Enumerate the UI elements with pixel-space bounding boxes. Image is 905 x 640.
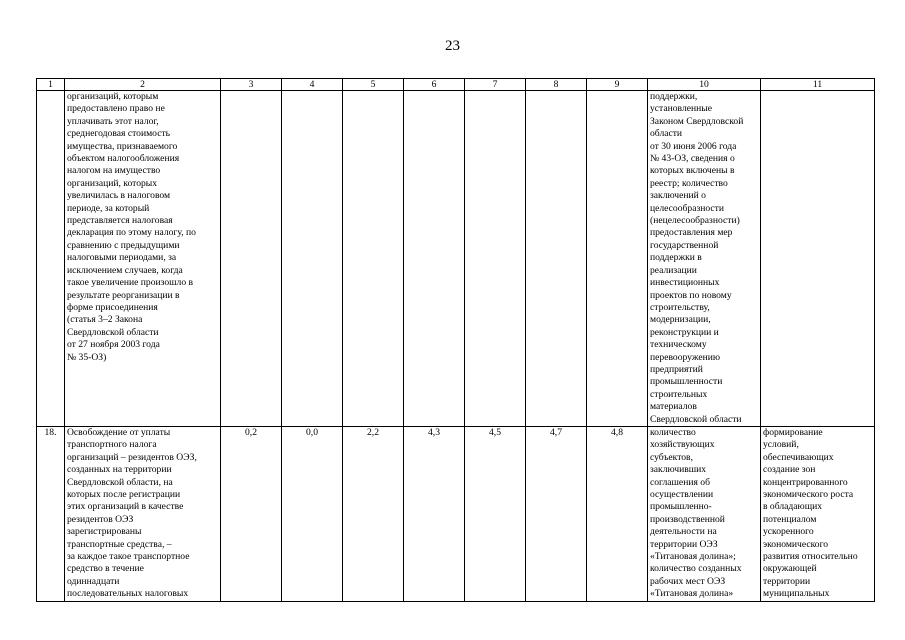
column-header: 8	[526, 79, 587, 91]
value-cell	[404, 91, 465, 427]
value-cell: 4,3	[404, 426, 465, 601]
row-goal	[761, 91, 875, 427]
value-cell	[343, 91, 404, 427]
column-header: 7	[465, 79, 526, 91]
page-number: 23	[445, 38, 460, 54]
column-header: 2	[65, 79, 221, 91]
row-description	[65, 426, 221, 601]
indicator-text: количество хозяйствующих субъектов, заключивших соглашения об осуществлении промышленно- производственной деятельности на территории ОЭЗ «Титановая долина»; количество созданных рабочих мест ОЭЗ «Титановая долина»	[650, 426, 742, 600]
value-cell	[526, 91, 587, 427]
column-header: 10	[648, 79, 761, 91]
table-row	[37, 91, 875, 427]
column-header: 4	[282, 79, 343, 91]
value-cell: 4,5	[465, 426, 526, 601]
value-cell: 0,2	[221, 426, 282, 601]
row-indicator	[648, 426, 761, 601]
column-header: 3	[221, 79, 282, 91]
tax-relief-table	[36, 78, 875, 602]
table-row	[37, 426, 875, 601]
value-cell	[221, 91, 282, 427]
column-number-row	[37, 79, 875, 91]
column-header: 9	[587, 79, 648, 91]
column-header: 6	[404, 79, 465, 91]
value-cell	[282, 91, 343, 427]
row-description	[65, 91, 221, 427]
column-header: 5	[343, 79, 404, 91]
description-text: организаций, которым предоставлено право не уплачивать этот налог, среднегодовая стоимость имущества, признаваемого объектом налогообложения налогом на имущество организаций, которых увеличилась в налоговом периоде, за который представляется налоговая декларация по этому налогу, по сравнению с предыдущими налоговыми периодами, за исключением случаев, когда такое увеличение произошло в результате реорганизации в форме присоединения (статья 3–2 Закона Свердловской области от 27 ноября 2003 года № 35-ОЗ)	[67, 91, 196, 363]
row-indicator	[648, 91, 761, 427]
row-number	[37, 91, 65, 427]
value-cell: 4,8	[587, 426, 648, 601]
column-header: 1	[37, 79, 65, 91]
row-number: 18.	[37, 426, 65, 601]
value-cell: 0,0	[282, 426, 343, 601]
indicator-text: поддержки, установленные Законом Свердловской области от 30 июня 2006 года № 43-ОЗ, сведения о которых включены в реестр; количество заключений о целесообразности (нецелесообразности) предоставления мер государственной поддержки в реализации инвестиционных проектов по новому строительству, модернизации, реконструкции и техническому перевооружению предприятий промышленности строительных материалов Свердловской области	[650, 91, 744, 425]
description-text: Освобождение от уплаты транспортного налога организаций – резидентов ОЭЗ, созданных на территории Свердловской области, на которых после регистрации этих организаций в качестве резидентов ОЭЗ зарегистрированы транспортные средства, – за каждое такое транспортное средство в течение одиннадцати последовательных налоговых	[67, 426, 197, 600]
goal-text: формирование условий, обеспечивающих создание зон концентрированного экономического роста в обладающих потенциалом ускоренного экономического развития относительно окружающей территории муниципальных	[763, 426, 858, 600]
value-cell: 2,2	[343, 426, 404, 601]
row-goal	[761, 426, 875, 601]
column-header: 11	[761, 79, 875, 91]
value-cell	[587, 91, 648, 427]
value-cell	[465, 91, 526, 427]
value-cell: 4,7	[526, 426, 587, 601]
